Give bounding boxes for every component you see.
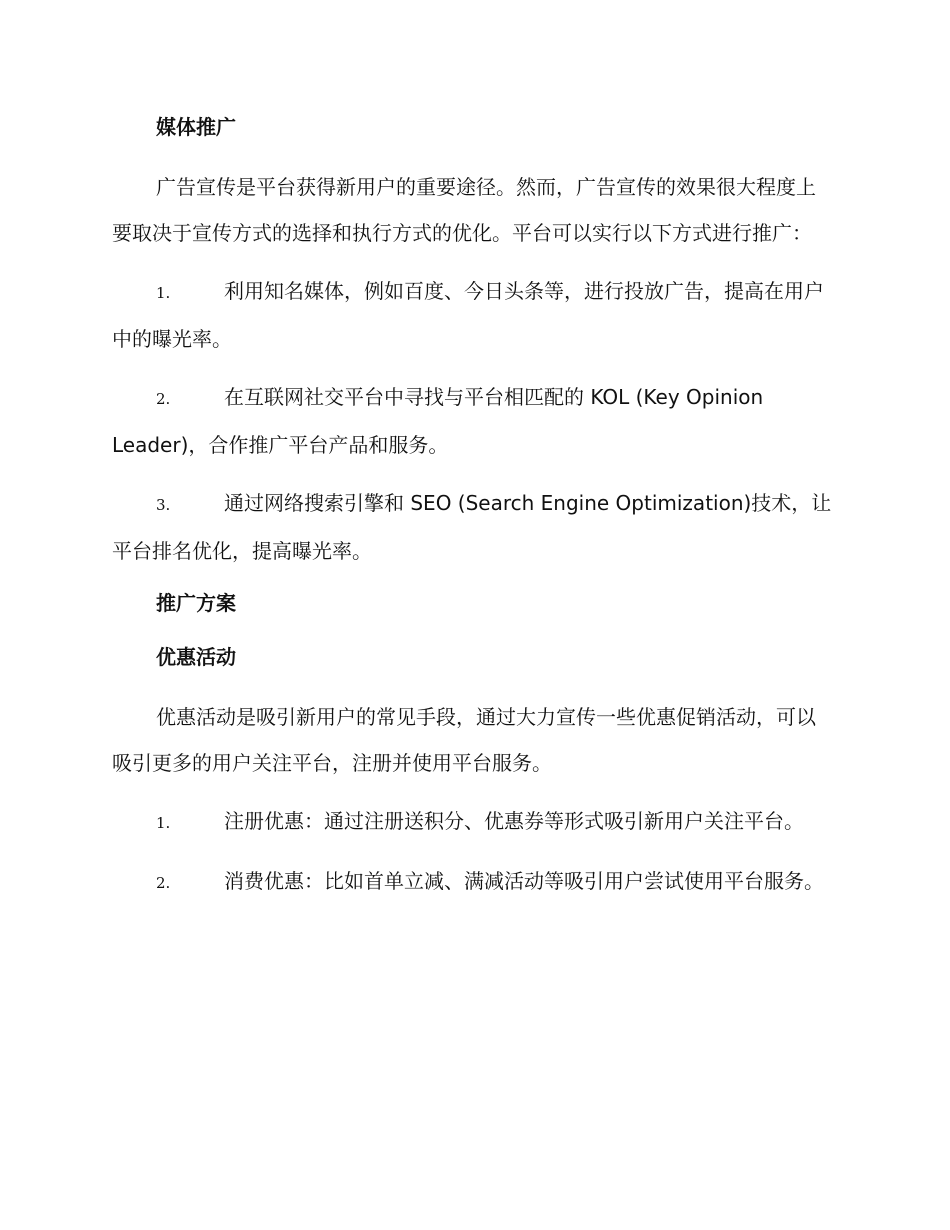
section-paragraph: 广告宣传是平台获得新用户的重要途径。然而，广告宣传的效果很大程度上要取决于宣传方式的选择和执行方式的优化。平台可以实行以下方式进行推广： [112,175,816,245]
list-item-text: 利用知名媒体，例如百度、今日头条等，进行投放广告，提高在用户中的曝光率。 [112,279,824,351]
list-number: 1. [156,284,171,302]
list-number: 2. [156,390,171,408]
list-number: 1. [156,814,171,832]
list-item-text: 在互联网社交平台中寻找与平台相匹配的 KOL (Key Opinion Leader)，合作推广平台产品和服务。 [112,385,764,457]
list-number: 2. [156,874,171,892]
list-item [112,480,832,574]
list-item [112,268,832,362]
list-number: 3. [156,496,171,514]
section-paragraph: 优惠活动是吸引新用户的常见手段，通过大力宣传一些优惠促销活动，可以吸引更多的用户关注平台，注册并使用平台服务。 [112,705,816,775]
section-heading-promotion-plan: 推广方案 [156,591,236,615]
list-item-text: 注册优惠：通过注册送积分、优惠券等形式吸引新用户关注平台。 [224,809,804,833]
list-item [112,858,832,906]
list-item [112,798,832,846]
list-item [112,374,832,468]
section-heading-discount-activities: 优惠活动 [156,645,236,669]
section-heading-media-promotion: 媒体推广 [156,115,236,139]
list-item-text: 消费优惠：比如首单立减、满减活动等吸引用户尝试使用平台服务。 [224,869,824,893]
list-item-text: 通过网络搜索引擎和 SEO (Search Engine Optimization)技术，让平台排名优化，提高曝光率。 [112,491,832,563]
